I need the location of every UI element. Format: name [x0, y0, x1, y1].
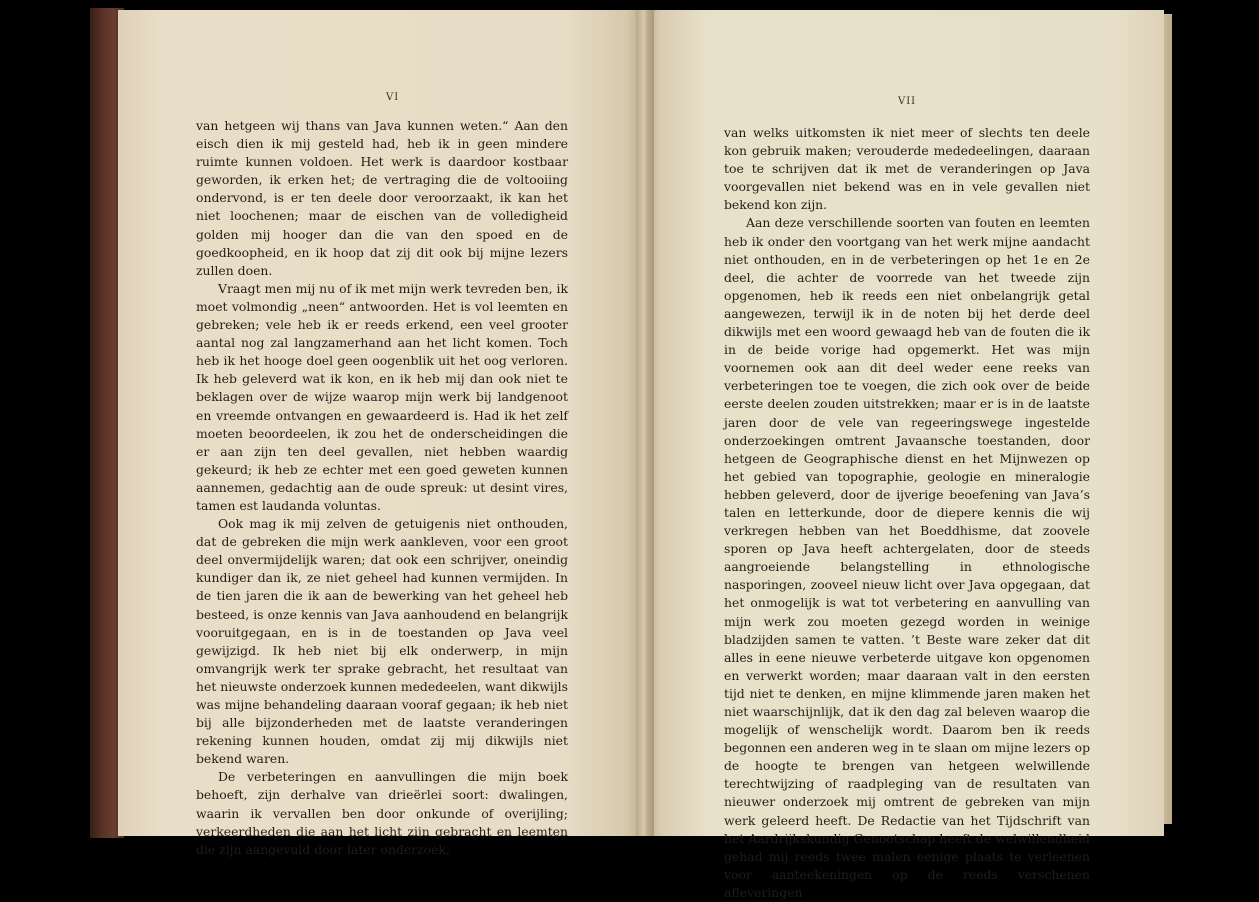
left-page-text	[196, 117, 568, 859]
right-page-text	[724, 124, 1090, 902]
right-page-number: VII	[898, 96, 917, 107]
paragraph: Vraagt men mij nu of ik met mijn werk tevreden ben, ik moet volmondig „neen“ antwoorden. Het is vol leemten en gebreken; vele heb ik er reeds erkend, een veel grooter aantal nog zal langzamerhand aan het licht komen. Toch heb ik het hooge doel geen oogenblik uit het oog verloren. Ik heb geleverd wat ik kon, en ik heb mij dan ook niet te beklagen over de wijze waarop mijn werk bij landgenoot en vreemde ontvangen en gewaardeerd is. Had ik het zelf moeten beoordeelen, ik zou het de onderscheidingen die er aan zijn ten deel gevallen, niet hebben waardig gekeurd; ik heb ze echter met een goed geweten kunnen aannemen, gedachtig aan de oude spreuk: ut desint vires, tamen est laudanda voluntas.	[196, 280, 568, 513]
left-page-number: VI	[386, 92, 400, 103]
paragraph: Aan deze verschillende soorten van fouten en leemten heb ik onder den voortgang van het werk mijne aandacht niet onthouden, en in de verbeteringen op het 1e en 2e deel, die achter de voorrede van het tweede zijn opgenomen, heb ik reeds een niet onbelangrijk getal aangewezen, terwijl ik in de noten bij het derde deel dikwijls met een woord gewaagd heb van de fouten die ik in de beide vorige had opgemerkt. Het was mijn voornemen ook aan dit deel weder eene reeks van verbeteringen toe te voegen, die zich ook over de beide eerste deelen zouden uitstrekken; maar er is in de laatste jaren door de vele van regeeringswege ingestelde onderzoekingen omtrent Javaansche toestanden, door hetgeen de Geographische dienst en het Mijnwezen op het gebied van topographie, geologie en mineralogie hebben geleverd, door de ijverige beoefening van Java’s talen en letterkunde, door de diepere kennis die wij verkregen hebben van het Boeddhisme, dat zoovele sporen op Java heeft achtergelaten, door de steeds aangroeiende belangstelling in ethnologische nasporingen, zooveel nieuw licht over Java opgegaan, dat het onmogelijk is wat tot verbetering en aanvulling van mijn werk zou moeten gezegd worden in weinige bladzijden samen te vatten. ’t Beste ware zeker dat dit alles in eene nieuwe verbeterde uitgave kon opgenomen en verwerkt worden; maar daaraan valt in den eersten tijd niet te denken, en mijne klimmende jaren maken het niet waarschijnlijk, dat ik den dag zal beleven waarop die mogelijk of wenschelijk wordt. Daarom ben ik reeds begonnen een anderen weg in te slaan om mijne lezers op de hoogte te brengen van hetgeen welwillende terechtwijzing of raadpleging van de resultaten van nieuwer onderzoek mij omtrent de gebreken van mijn werk geleerd heeft. De Redactie van het Tijdschrift van het Aardrijkskundig Genootschap heeft de welwillendheid gehad mij reeds twee malen eenige plaats te verleenen voor aanteekeningen op de reeds verschenen afleveringen	[724, 215, 1090, 900]
paragraph: Ook mag ik mij zelven de getuigenis niet onthouden, dat de gebreken die mijn werk aankleven, voor een groot deel onvermijdelijk waren; dat ook een schrijver, oneindig kundiger dan ik, ze niet geheel had kunnen vermijden. In de tien jaren die ik aan de bewerking van het geheel heb besteed, is onze kennis van Java aanhoudend en belangrijk vooruitgegaan, en is in de toestanden op Java veel gewijzigd. Ik heb niet bij elk onderwerp, in mijn omvangrijk werk ter sprake gebracht, het resultaat van het nieuwste onderzoek kunnen mededeelen, want dikwijls was mijne behandeling daaraan vooraf gegaan; ik heb niet bij alle bijzonderheden met de laatste veranderingen rekening kunnen houden, omdat zij mij dikwijls niet bekend waren.	[196, 516, 568, 767]
paragraph: van hetgeen wij thans van Java kunnen weten.“ Aan den eisch dien ik mij gesteld had, heb ik in geen mindere ruimte kunnen voldoen. Het werk is daardoor kostbaar geworden, ik erken het; de vertraging die de voltooiing ondervond, is er ten deele door veroorzaakt, ik kan het niet loochenen; maar de eischen van de volledigheid golden mij hooger dan die van den spoed en de goedkoopheid, en ik hoop dat zij dit ook bij mijne lezers zullen doen.	[196, 118, 568, 278]
paragraph: van welks uitkomsten ik niet meer of slechts ten deele kon gebruik maken; verouderde mededeelingen, daaraan toe te schrijven dat ik met de veranderingen op Java voorgevallen niet bekend was en in vele gevallen niet bekend kon zijn.	[724, 125, 1090, 213]
book-gutter	[636, 10, 654, 836]
paragraph: De verbeteringen en aanvullingen die mijn boek behoeft, zijn derhalve van drieërlei soort: dwalingen, waarin ik vervallen ben door onkunde of overijling; verkeerdheden die aan het licht zijn gebracht en leemten die zijn aangevuld door later onderzoek,	[196, 769, 568, 857]
